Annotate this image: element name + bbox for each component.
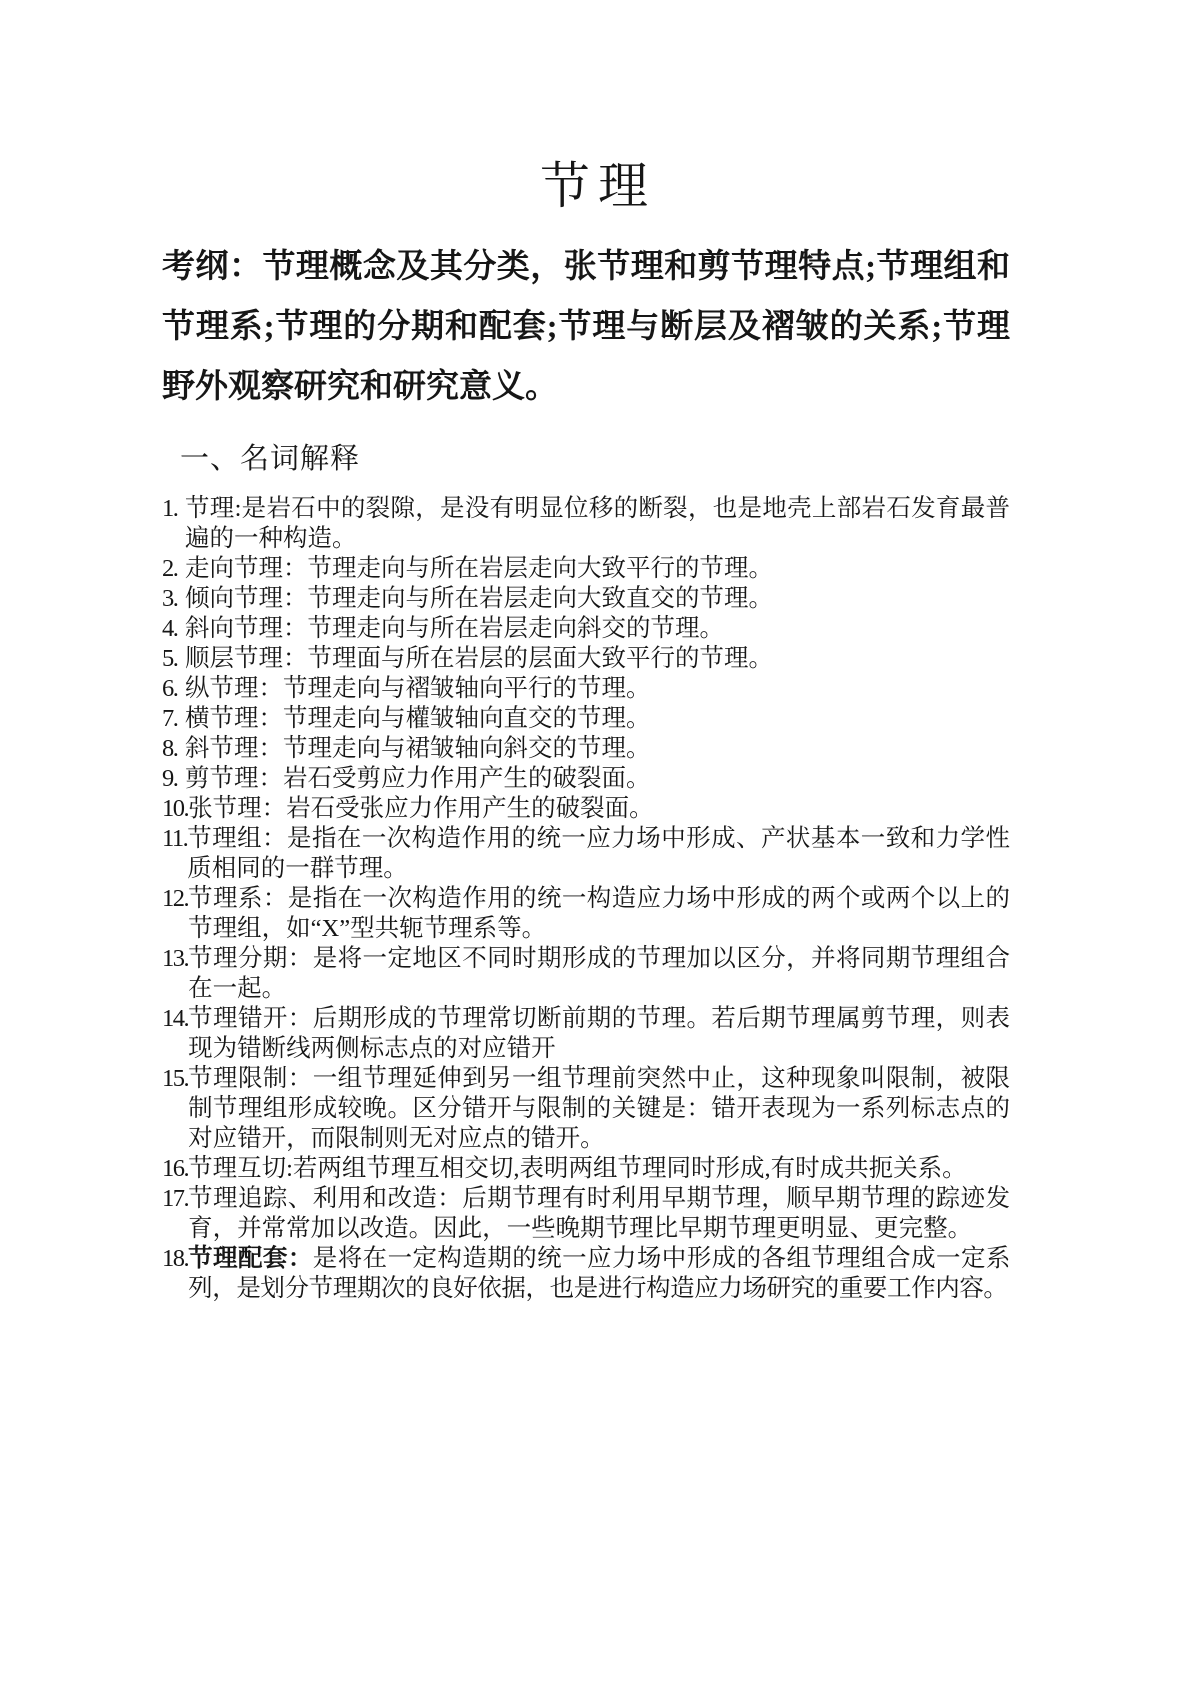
list-item — [162, 1244, 1010, 1304]
list-item-number: 3. — [162, 585, 178, 612]
list-item-text: 节理系：是指在一次构造作用的统一构造应力场中形成的两个或两个以上的节理组，如“X”型共轭节理系等。 — [188, 885, 1010, 942]
list-item — [162, 1004, 1010, 1064]
list-item-number: 4. — [162, 615, 178, 642]
list-item-text: 斜节理：节理走向与裙皱轴向斜交的节理。 — [185, 735, 651, 762]
list-item-number: 15. — [162, 1065, 189, 1092]
list-item-text: 横节理：节理走向与權皱轴向直交的节理。 — [185, 705, 651, 732]
list-item — [162, 1064, 1010, 1154]
list-item-number: 12. — [162, 885, 189, 912]
list-item — [162, 734, 1010, 764]
list-item-text: 倾向节理：节理走向与所在岩层走向大致直交的节理。 — [185, 585, 773, 612]
list-item-body — [188, 1244, 1010, 1304]
list-item — [162, 704, 1010, 734]
list-item-number: 11. — [162, 825, 188, 852]
list-item — [162, 764, 1010, 794]
list-item — [162, 824, 1010, 884]
list-item-text: 走向节理：节理走向与所在岩层走向大致平行的节理。 — [185, 555, 773, 582]
list-item — [162, 944, 1010, 1004]
list-item-number: 1. — [162, 495, 178, 522]
list-item-number: 14. — [162, 1005, 189, 1032]
list-item-number: 2. — [162, 555, 178, 582]
list-item-text: 剪节理：岩石受剪应力作用产生的破裂面。 — [185, 765, 651, 792]
list-item — [162, 674, 1010, 704]
list-item-number: 7. — [162, 705, 178, 732]
list-item-number: 9. — [162, 765, 178, 792]
definitions-list — [162, 494, 1010, 1304]
list-item-text: 节理互切:若两组节理互相交切,表明两组节理同时形成,有时成共扼关系。 — [188, 1155, 967, 1182]
list-item-text: 节理:是岩石中的裂隙，是没有明显位移的断裂，也是地壳上部岩石发育最普遍的一种构造。 — [185, 495, 1010, 552]
list-item — [162, 614, 1010, 644]
list-item — [162, 644, 1010, 674]
list-item — [162, 494, 1010, 554]
list-item — [162, 584, 1010, 614]
list-item-number: 6. — [162, 675, 178, 702]
list-item-number: 8. — [162, 735, 178, 762]
list-item — [162, 794, 1010, 824]
list-item-text: 是将在一定构造期的统一应力场中形成的各组节理组合成一定系列，是划分节理期次的良好依据，也是进行构造应力场研究的重要工作内容。 — [188, 1245, 1010, 1302]
list-item — [162, 1154, 1010, 1184]
list-item-text: 节理追踪、利用和改造：后期节理有时利用早期节理，顺早期节理的踪迹发育，并常常加以改造。因此，一些晚期节理比早期节理更明显、更完整。 — [188, 1185, 1010, 1242]
list-item-text: 节理限制：一组节理延伸到另一组节理前突然中止，这种现象叫限制，被限制节理组形成较晚。区分错开与限制的关键是：错开表现为一系列标志点的对应错开，而限制则无对应点的错开。 — [188, 1065, 1010, 1152]
list-item-number: 17. — [162, 1185, 189, 1212]
list-item-number: 5. — [162, 645, 178, 672]
list-item-text: 纵节理：节理走向与褶皱轴向平行的节理。 — [185, 675, 651, 702]
list-item-text: 顺层节理：节理面与所在岩层的层面大致平行的节理。 — [185, 645, 773, 672]
list-item-term: 节理配套： — [188, 1245, 313, 1272]
list-item-text: 节理组：是指在一次构造作用的统一应力场中形成、产状基本一致和力学性质相同的一群节理。 — [187, 825, 1010, 882]
list-item-text: 节理错开：后期形成的节理常切断前期的节理。若后期节理属剪节理，则表现为错断线两侧标志点的对应错开 — [188, 1005, 1010, 1062]
list-item — [162, 554, 1010, 584]
section-heading: 一、名词解释 — [180, 443, 361, 475]
list-item-text: 张节理：岩石受张应力作用产生的破裂面。 — [188, 795, 654, 822]
list-item-number: 18. — [162, 1245, 189, 1272]
page-title: 节理 — [540, 158, 656, 214]
list-item-text: 斜向节理：节理走向与所在岩层走向斜交的节理。 — [185, 615, 724, 642]
list-item — [162, 884, 1010, 944]
list-item-text: 节理分期：是将一定地区不同时期形成的节理加以区分，并将同期节理组合在一起。 — [188, 945, 1010, 1002]
list-item-number: 10. — [162, 795, 189, 822]
list-item-number: 13. — [162, 945, 189, 972]
list-item — [162, 1184, 1010, 1244]
list-item-number: 16. — [162, 1155, 189, 1182]
syllabus-paragraph: 考纲：节理概念及其分类，张节理和剪节理特点;节理组和节理系;节理的分期和配套;节理与断层及褶皱的关系;节理野外观察研究和研究意义。 — [162, 249, 1010, 405]
